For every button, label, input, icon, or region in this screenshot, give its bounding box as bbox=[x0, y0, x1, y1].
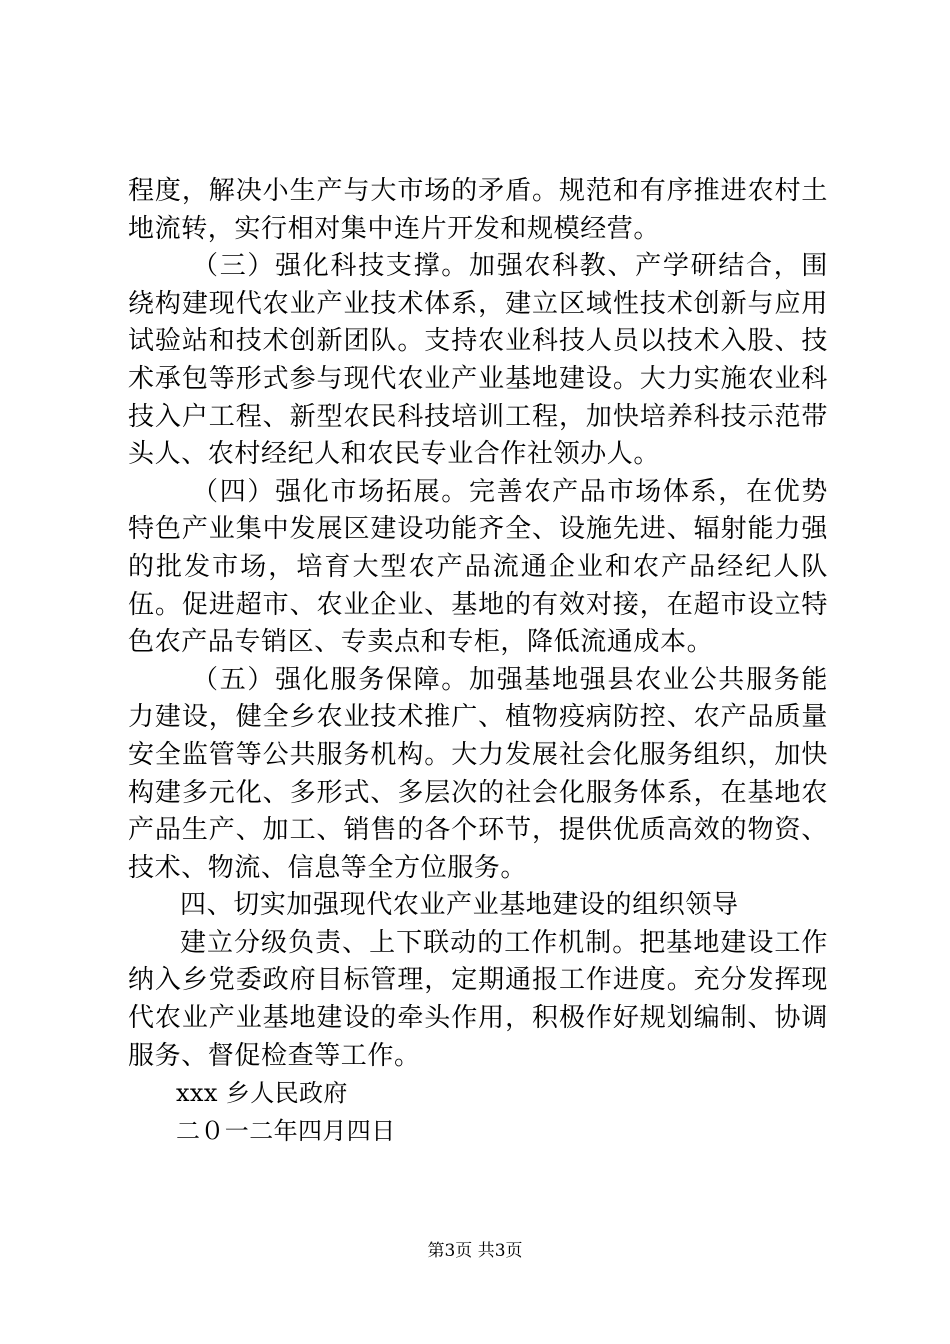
paragraph-market-expansion: （四）强化市场拓展。完善农产品市场体系，在优势特色产业集中发展区建设功能齐全、设施先进、辐射能力强的批发市场，培育大型农产品流通企业和农产品经纪人队伍。促进超市、农业企业、基地的有效对接，在超市设立特色农产品专销区、专卖点和专柜，降低流通成本。 bbox=[128, 476, 828, 658]
paragraph-tech-support: （三）强化科技支撑。加强农科教、产学研结合，围绕构建现代农业产业技术体系，建立区域性技术创新与应用试验站和技术创新团队。支持农业科技人员以技术入股、技术承包等形式参与现代农业产业基地建设。大力实施农业科技入户工程、新型农民科技培训工程，加快培养科技示范带头人、农村经纪人和农民专业合作社领办人。 bbox=[128, 251, 828, 470]
section-heading-leadership: 四、切实加强现代农业产业基地建设的组织领导 bbox=[180, 890, 739, 921]
signature-issuer: xxx 乡人民政府 bbox=[176, 1079, 348, 1108]
paragraph-service-guarantee: （五）强化服务保障。加强基地强县农业公共服务能力建设，健全乡农业技术推广、植物疫病防控、农产品质量安全监管等公共服务机构。大力发展社会化服务组织，加快构建多元化、多形式、多层次的社会化服务体系，在基地农产品生产、加工、销售的各个环节，提供优质高效的物资、技术、物流、信息等全方位服务。 bbox=[128, 664, 828, 883]
paragraph-work-mechanism: 建立分级负责、上下联动的工作机制。把基地建设工作纳入乡党委政府目标管理，定期通报工作进度。充分发挥现代农业产业基地建设的牵头作用，积极作好规划编制、协调服务、督促检查等工作。 bbox=[128, 927, 828, 1071]
paragraph-continuation: 程度，解决小生产与大市场的矛盾。规范和有序推进农村土地流转，实行相对集中连片开发和规模经营。 bbox=[128, 176, 828, 244]
document-body bbox=[128, 173, 828, 1150]
signature-date: 二０一二年四月四日 bbox=[176, 1116, 396, 1145]
page-footer: 第3页 共3页 bbox=[427, 1241, 523, 1261]
